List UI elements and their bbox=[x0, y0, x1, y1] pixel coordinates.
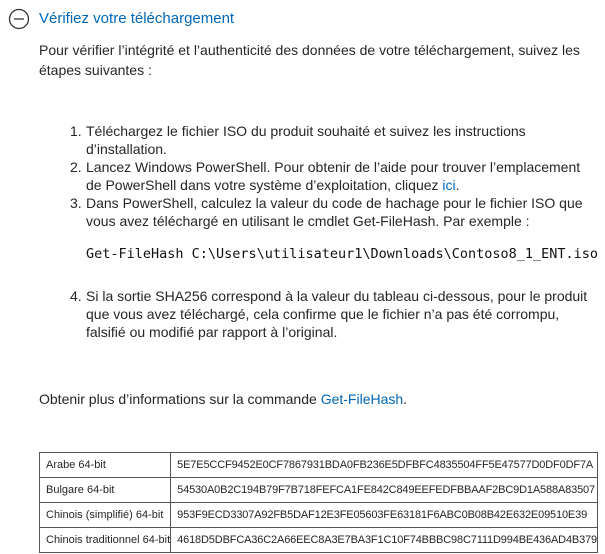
step-number: 3. bbox=[70, 195, 82, 211]
section-header[interactable] bbox=[8, 8, 234, 30]
step-number: 1. bbox=[70, 123, 82, 139]
section-title[interactable]: Vérifiez votre téléchargement bbox=[39, 10, 235, 27]
language-cell: Arabe 64-bit bbox=[40, 453, 171, 478]
step-number: 4. bbox=[70, 288, 82, 304]
step-number: 2. bbox=[70, 159, 82, 175]
code-example: Get-FileHash C:\Users\utilisateur1\Downloads\Contoso8_1_ENT.iso bbox=[86, 246, 599, 262]
step-text: Si la sortie SHA256 correspond à la valeur du tableau ci-dessous, pour le produit que vous avez téléchargé, cela confirme que le fichier n’a pas été corrompu, falsifié ou modifié par rapport à l’original. bbox=[86, 288, 588, 340]
language-cell: Bulgare 64-bit bbox=[40, 478, 171, 503]
more-info-end: . bbox=[403, 391, 408, 407]
step-text: Dans PowerShell, calculez la valeur du code de hachage pour le fichier ISO que vous avez téléchargé en utilisant le cmdlet Get-FileHash. Par exemple : bbox=[86, 195, 583, 229]
powershell-help-link[interactable]: ici bbox=[442, 177, 456, 193]
step-4 bbox=[39, 287, 595, 341]
step-1 bbox=[39, 122, 595, 158]
hash-table bbox=[39, 452, 598, 553]
language-cell: Chinois traditionnel 64-bit bbox=[40, 528, 171, 553]
table-row bbox=[40, 528, 598, 553]
language-cell: Chinois (simplifié) 64-bit bbox=[40, 503, 171, 528]
hash-cell: 54530A0B2C194B79F7B718FEFCA1FE842C849EEFEDFBBAAF2BC9D1A588A83507 bbox=[171, 478, 598, 503]
get-filehash-link[interactable]: Get-FileHash bbox=[320, 391, 404, 407]
step-text: Téléchargez le fichier ISO du produit souhaité et suivez les instructions d’installation. bbox=[86, 123, 526, 157]
table-row bbox=[40, 503, 598, 528]
step-3 bbox=[39, 194, 599, 263]
step-2 bbox=[39, 158, 595, 194]
hash-cell: 4618D5DBFCA36C2A66EEC8A3E7BA3F1C10F74BBBC98C7111D994BE436AD4B379 bbox=[171, 528, 598, 553]
hash-cell: 953F9ECD3307A92FB5DAF12E3FE05603FE63181F6ABC0B08B42E632E09510E39 bbox=[171, 503, 598, 528]
step-text-end: . bbox=[455, 177, 460, 193]
steps-list bbox=[39, 122, 599, 341]
step-text: Lancez Windows PowerShell. Pour obtenir de l’aide pour trouver l’emplacement de PowerShell dans votre système d’exploitation, cliquez bbox=[86, 159, 581, 193]
hash-cell: 5E7E5CCF9452E0CF7867931BDA0FB236E5DFBFC4835504FF5E47577D0DF0DF7A bbox=[171, 453, 598, 478]
more-info-text: Obtenir plus d’informations sur la commande bbox=[39, 391, 321, 407]
more-info bbox=[39, 389, 407, 409]
table-row bbox=[40, 478, 598, 503]
intro-text: Pour vérifier l’intégrité et l’authenticité des données de votre téléchargement, suivez les étapes suivantes : bbox=[39, 42, 580, 78]
table-row bbox=[40, 453, 598, 478]
collapse-minus-icon[interactable] bbox=[8, 8, 30, 30]
